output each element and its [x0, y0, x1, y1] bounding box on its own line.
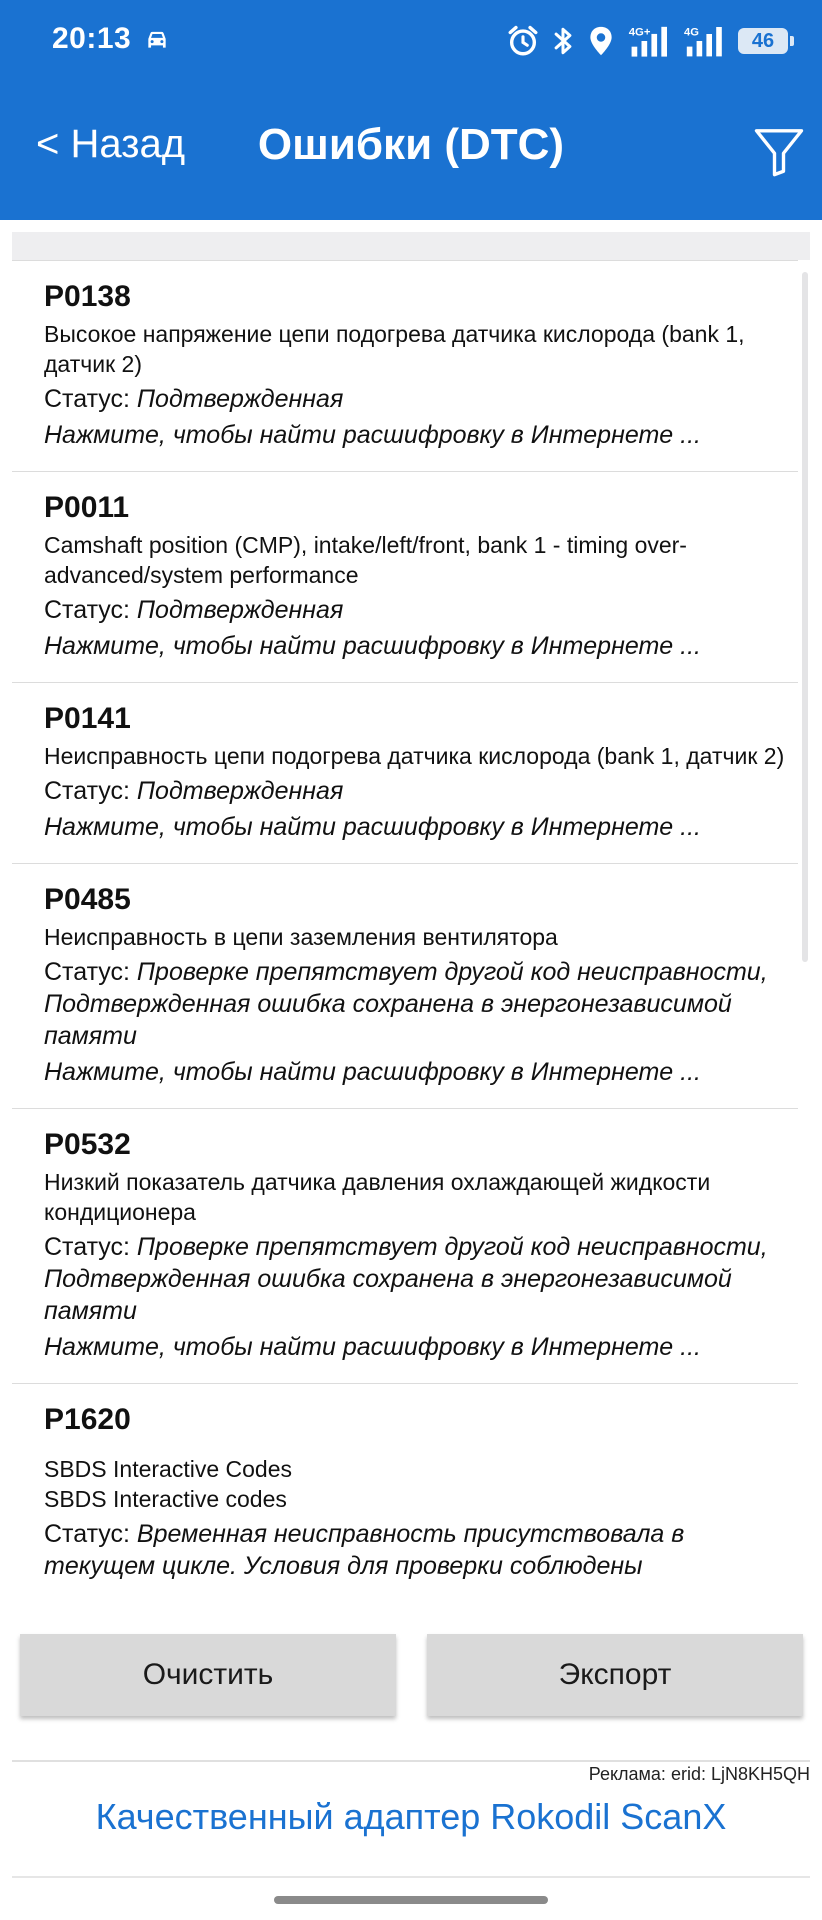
svg-text:4G: 4G [684, 26, 699, 39]
dtc-description: Camshaft position (CMP), intake/left/front, bank 1 - timing over-advanced/system performance [44, 532, 687, 588]
ad-divider-bottom [12, 1876, 810, 1878]
action-bar [0, 82, 822, 220]
dtc-status-value: Подтвержденная [136, 596, 344, 624]
status-time: 20:13 [52, 22, 132, 55]
dtc-description: Неисправность цепи подогрева датчика кислорода (bank 1, датчик 2) [44, 743, 785, 769]
dtc-status-label: Статус: [44, 596, 137, 624]
alarm-icon [506, 24, 540, 58]
dtc-description: SBDS Interactive Codes [44, 1456, 293, 1482]
dtc-status-value: Проверке препятствует другой код неисправности, Подтвержденная ошибка сохранена в энергонезависимой памяти [44, 1233, 768, 1325]
dtc-status-value: Временная неисправность присутствовала в текущем цикле. Условия для проверки соблюдены [44, 1520, 685, 1580]
export-button[interactable]: Экспорт [427, 1634, 803, 1716]
dtc-status-value: Проверке препятствует другой код неисправности, Подтвержденная ошибка сохранена в энергонезависимой памяти [44, 958, 768, 1050]
dtc-status [44, 1231, 798, 1327]
clear-button[interactable]: Очистить [20, 1634, 396, 1716]
dtc-status-label: Статус: [44, 958, 137, 986]
dtc-search-hint-link[interactable]: Нажмите, чтобы найти расшифровку в Интернете ... [44, 1333, 701, 1361]
battery-icon [738, 28, 788, 54]
dtc-status [44, 956, 798, 1052]
dtc-status [44, 383, 798, 415]
dtc-list [12, 260, 798, 1592]
dtc-status [44, 594, 798, 626]
dtc-search-hint-link[interactable]: Нажмите, чтобы найти расшифровку в Интернете ... [44, 421, 701, 449]
svg-text:4G+: 4G+ [628, 26, 651, 39]
dtc-list-area[interactable] [0, 220, 822, 1592]
dtc-status-value: Подтвержденная [136, 385, 344, 413]
home-indicator[interactable] [274, 1896, 548, 1904]
dtc-code: P0532 [44, 1128, 131, 1161]
dtc-list-item[interactable] [12, 471, 798, 682]
dtc-list-item[interactable] [12, 1108, 798, 1383]
dtc-description-secondary: SBDS Interactive codes [44, 1486, 287, 1512]
dtc-list-item[interactable] [12, 682, 798, 863]
page-title: Ошибки (DTC) [257, 120, 565, 169]
dtc-status-label: Статус: [44, 777, 137, 805]
ad-label: Реклама: erid: LjN8KH5QH [588, 1764, 810, 1784]
signal-4g-icon [684, 24, 726, 58]
car-icon [144, 27, 170, 53]
dtc-list-item[interactable] [12, 1383, 798, 1592]
dtc-status [44, 775, 798, 807]
dtc-search-hint-link[interactable]: Нажмите, чтобы найти расшифровку в Интернете ... [44, 632, 701, 660]
dtc-code: P1620 [44, 1403, 131, 1436]
dtc-code: P0141 [44, 702, 131, 735]
dtc-search-hint-link[interactable]: Нажмите, чтобы найти расшифровку в Интернете ... [44, 1058, 701, 1086]
dtc-code: P0011 [44, 491, 130, 524]
ad-divider [12, 1760, 810, 1762]
dtc-search-hint-link[interactable]: Нажмите, чтобы найти расшифровку в Интернете ... [44, 813, 701, 841]
battery-level: 46 [751, 29, 775, 52]
dtc-list-item[interactable] [12, 863, 798, 1108]
dtc-status [44, 1518, 798, 1582]
dtc-list-item[interactable] [12, 260, 798, 471]
back-label: < Назад [36, 122, 186, 166]
bluetooth-icon [552, 24, 574, 58]
location-icon [586, 24, 616, 58]
ad-link[interactable]: Качественный адаптер Rokodil ScanX [95, 1796, 727, 1837]
signal-4g-plus-icon [628, 24, 672, 58]
dtc-description: Высокое напряжение цепи подогрева датчика кислорода (bank 1, датчик 2) [44, 321, 745, 377]
list-header-strip [12, 232, 810, 260]
dtc-status-label: Статус: [44, 385, 137, 413]
dtc-description: Неисправность в цепи заземления вентилятора [44, 924, 558, 950]
list-scrollbar[interactable] [802, 272, 808, 962]
dtc-status-value: Подтвержденная [136, 777, 344, 805]
dtc-code: P0485 [44, 883, 131, 916]
status-icons [506, 22, 788, 60]
dtc-description: Низкий показатель датчика давления охлаждающей жидкости кондиционера [44, 1169, 711, 1225]
dtc-code: P0138 [44, 280, 131, 313]
filter-funnel-icon[interactable] [752, 124, 806, 178]
dtc-status-label: Статус: [44, 1233, 137, 1261]
dtc-status-label: Статус: [44, 1520, 137, 1548]
status-bar [0, 0, 822, 82]
app-header [0, 0, 822, 220]
